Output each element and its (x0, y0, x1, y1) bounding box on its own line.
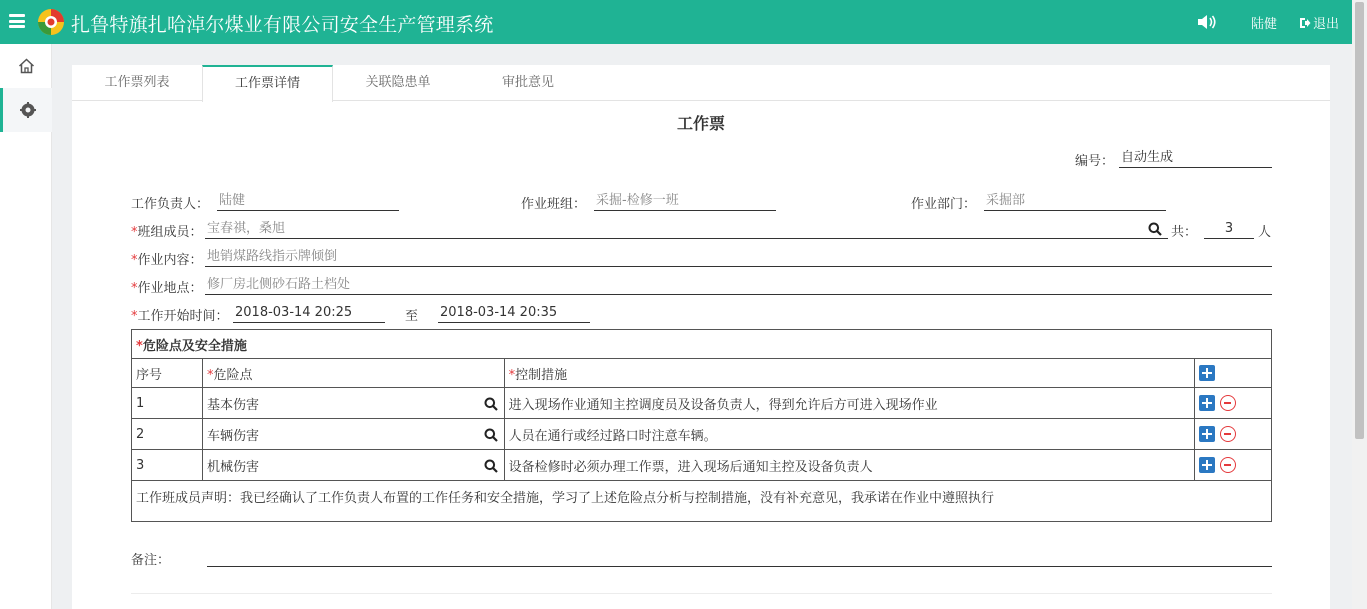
add-row-icon[interactable] (1199, 395, 1215, 411)
tab-approval-opinion[interactable]: 审批意见 (501, 75, 554, 90)
add-row-icon[interactable] (1199, 426, 1215, 442)
vertical-scrollbar[interactable] (1352, 0, 1367, 609)
team-label: 作业班组： (521, 197, 587, 212)
tab-bar (72, 65, 1330, 101)
volume-icon[interactable] (1196, 13, 1218, 31)
remove-row-icon[interactable] (1220, 457, 1236, 473)
home-icon (18, 58, 35, 74)
add-row-icon[interactable] (1199, 365, 1215, 381)
form-title: 工作票 (676, 114, 725, 133)
tab-ticket-detail[interactable]: 工作票详情 (202, 65, 333, 102)
total-unit: 人 (1258, 225, 1272, 240)
hazard-search-icon[interactable] (484, 397, 498, 411)
logout-button[interactable] (1299, 13, 1339, 32)
scrollbar-thumb[interactable] (1355, 2, 1364, 439)
row-measure[interactable]: 进入现场作业通知主控调度员及设备负责人，得到允许后方可进入现场作业 (504, 388, 1194, 419)
app-header (0, 0, 1352, 44)
col-seq-header: 序号 (132, 359, 203, 388)
location-field[interactable]: 修厂房北侧砂石路土档处 (205, 275, 1272, 295)
col-hazard-header: *危险点 (202, 359, 504, 388)
settings-icon (20, 102, 36, 118)
leader-field[interactable]: 陆健 (217, 191, 399, 211)
logout-icon (1299, 17, 1311, 29)
table-row (132, 419, 1272, 450)
number-label: 编号： (1075, 154, 1115, 169)
logout-label: 退出 (1313, 17, 1340, 32)
logo-icon (37, 8, 65, 36)
to-label: 至 (405, 309, 419, 324)
menu-toggle-icon[interactable] (9, 14, 25, 28)
start-time-field[interactable]: 2018-03-14 20:25 (233, 303, 385, 323)
row-actions (1195, 388, 1272, 419)
total-field[interactable]: 3 (1204, 219, 1254, 239)
row-seq: 1 (132, 388, 203, 419)
app-title: 扎鲁特旗扎哈淖尔煤业有限公司安全生产管理系统 (71, 14, 494, 36)
content-panel (72, 65, 1330, 609)
location-label: *作业地点： (131, 281, 203, 296)
row-hazard-cell[interactable]: 基本伤害 (202, 388, 504, 419)
row-hazard-cell[interactable]: 机械伤害 (202, 450, 504, 481)
members-label: *班组成员： (131, 225, 203, 240)
end-time-field[interactable]: 2018-03-14 20:35 (438, 303, 590, 323)
total-label: 共： (1171, 225, 1198, 240)
table-row (132, 388, 1272, 419)
members-search-icon[interactable] (1148, 222, 1162, 236)
col-measure-header: *控制措施 (504, 359, 1194, 388)
divider (131, 593, 1272, 594)
sidebar (0, 44, 52, 609)
row-hazard-cell[interactable]: 车辆伤害 (202, 419, 504, 450)
members-field[interactable]: 宝春祺，桑旭 (205, 219, 1168, 239)
col-actions-header (1195, 359, 1272, 388)
remark-label: 备注： (131, 553, 171, 568)
table-row (132, 450, 1272, 481)
remove-row-icon[interactable] (1220, 395, 1236, 411)
hazard-search-icon[interactable] (484, 428, 498, 442)
dept-field[interactable]: 采掘部 (984, 191, 1166, 211)
current-user[interactable]: 陆健 (1251, 17, 1278, 32)
add-row-icon[interactable] (1199, 457, 1215, 473)
leader-label: 工作负责人： (131, 197, 210, 212)
tab-related-hazards[interactable]: 关联隐患单 (365, 75, 431, 90)
row-seq: 3 (132, 450, 203, 481)
row-measure[interactable]: 设备检修时必须办理工作票，进入现场后通知主控及设备负责人 (504, 450, 1194, 481)
start-time-label: *工作开始时间： (131, 309, 229, 324)
tab-ticket-list[interactable]: 工作票列表 (104, 75, 170, 90)
hazard-table (131, 329, 1272, 522)
number-field[interactable]: 自动生成 (1119, 148, 1272, 168)
remove-row-icon[interactable] (1220, 426, 1236, 442)
dept-label: 作业部门： (911, 197, 977, 212)
row-seq: 2 (132, 419, 203, 450)
row-actions (1195, 419, 1272, 450)
row-measure[interactable]: 人员在通行或经过路口时注意车辆。 (504, 419, 1194, 450)
hazard-search-icon[interactable] (484, 459, 498, 473)
content-field[interactable]: 地销煤路线指示牌倾倒 (205, 247, 1272, 267)
sidebar-item-settings[interactable] (0, 88, 52, 132)
content-label: *作业内容： (131, 253, 203, 268)
member-declaration: 工作班成员声明：我已经确认了工作负责人布置的工作任务和安全措施，学习了上述危险点分析与控制措施，没有补充意见，我承诺在作业中遵照执行 (132, 481, 1272, 522)
hazard-table-title: *危险点及安全措施 (132, 330, 1272, 359)
remark-field[interactable] (207, 566, 1272, 567)
team-field[interactable]: 采掘-检修一班 (594, 191, 776, 211)
sidebar-item-home[interactable] (0, 44, 52, 88)
row-actions (1195, 450, 1272, 481)
